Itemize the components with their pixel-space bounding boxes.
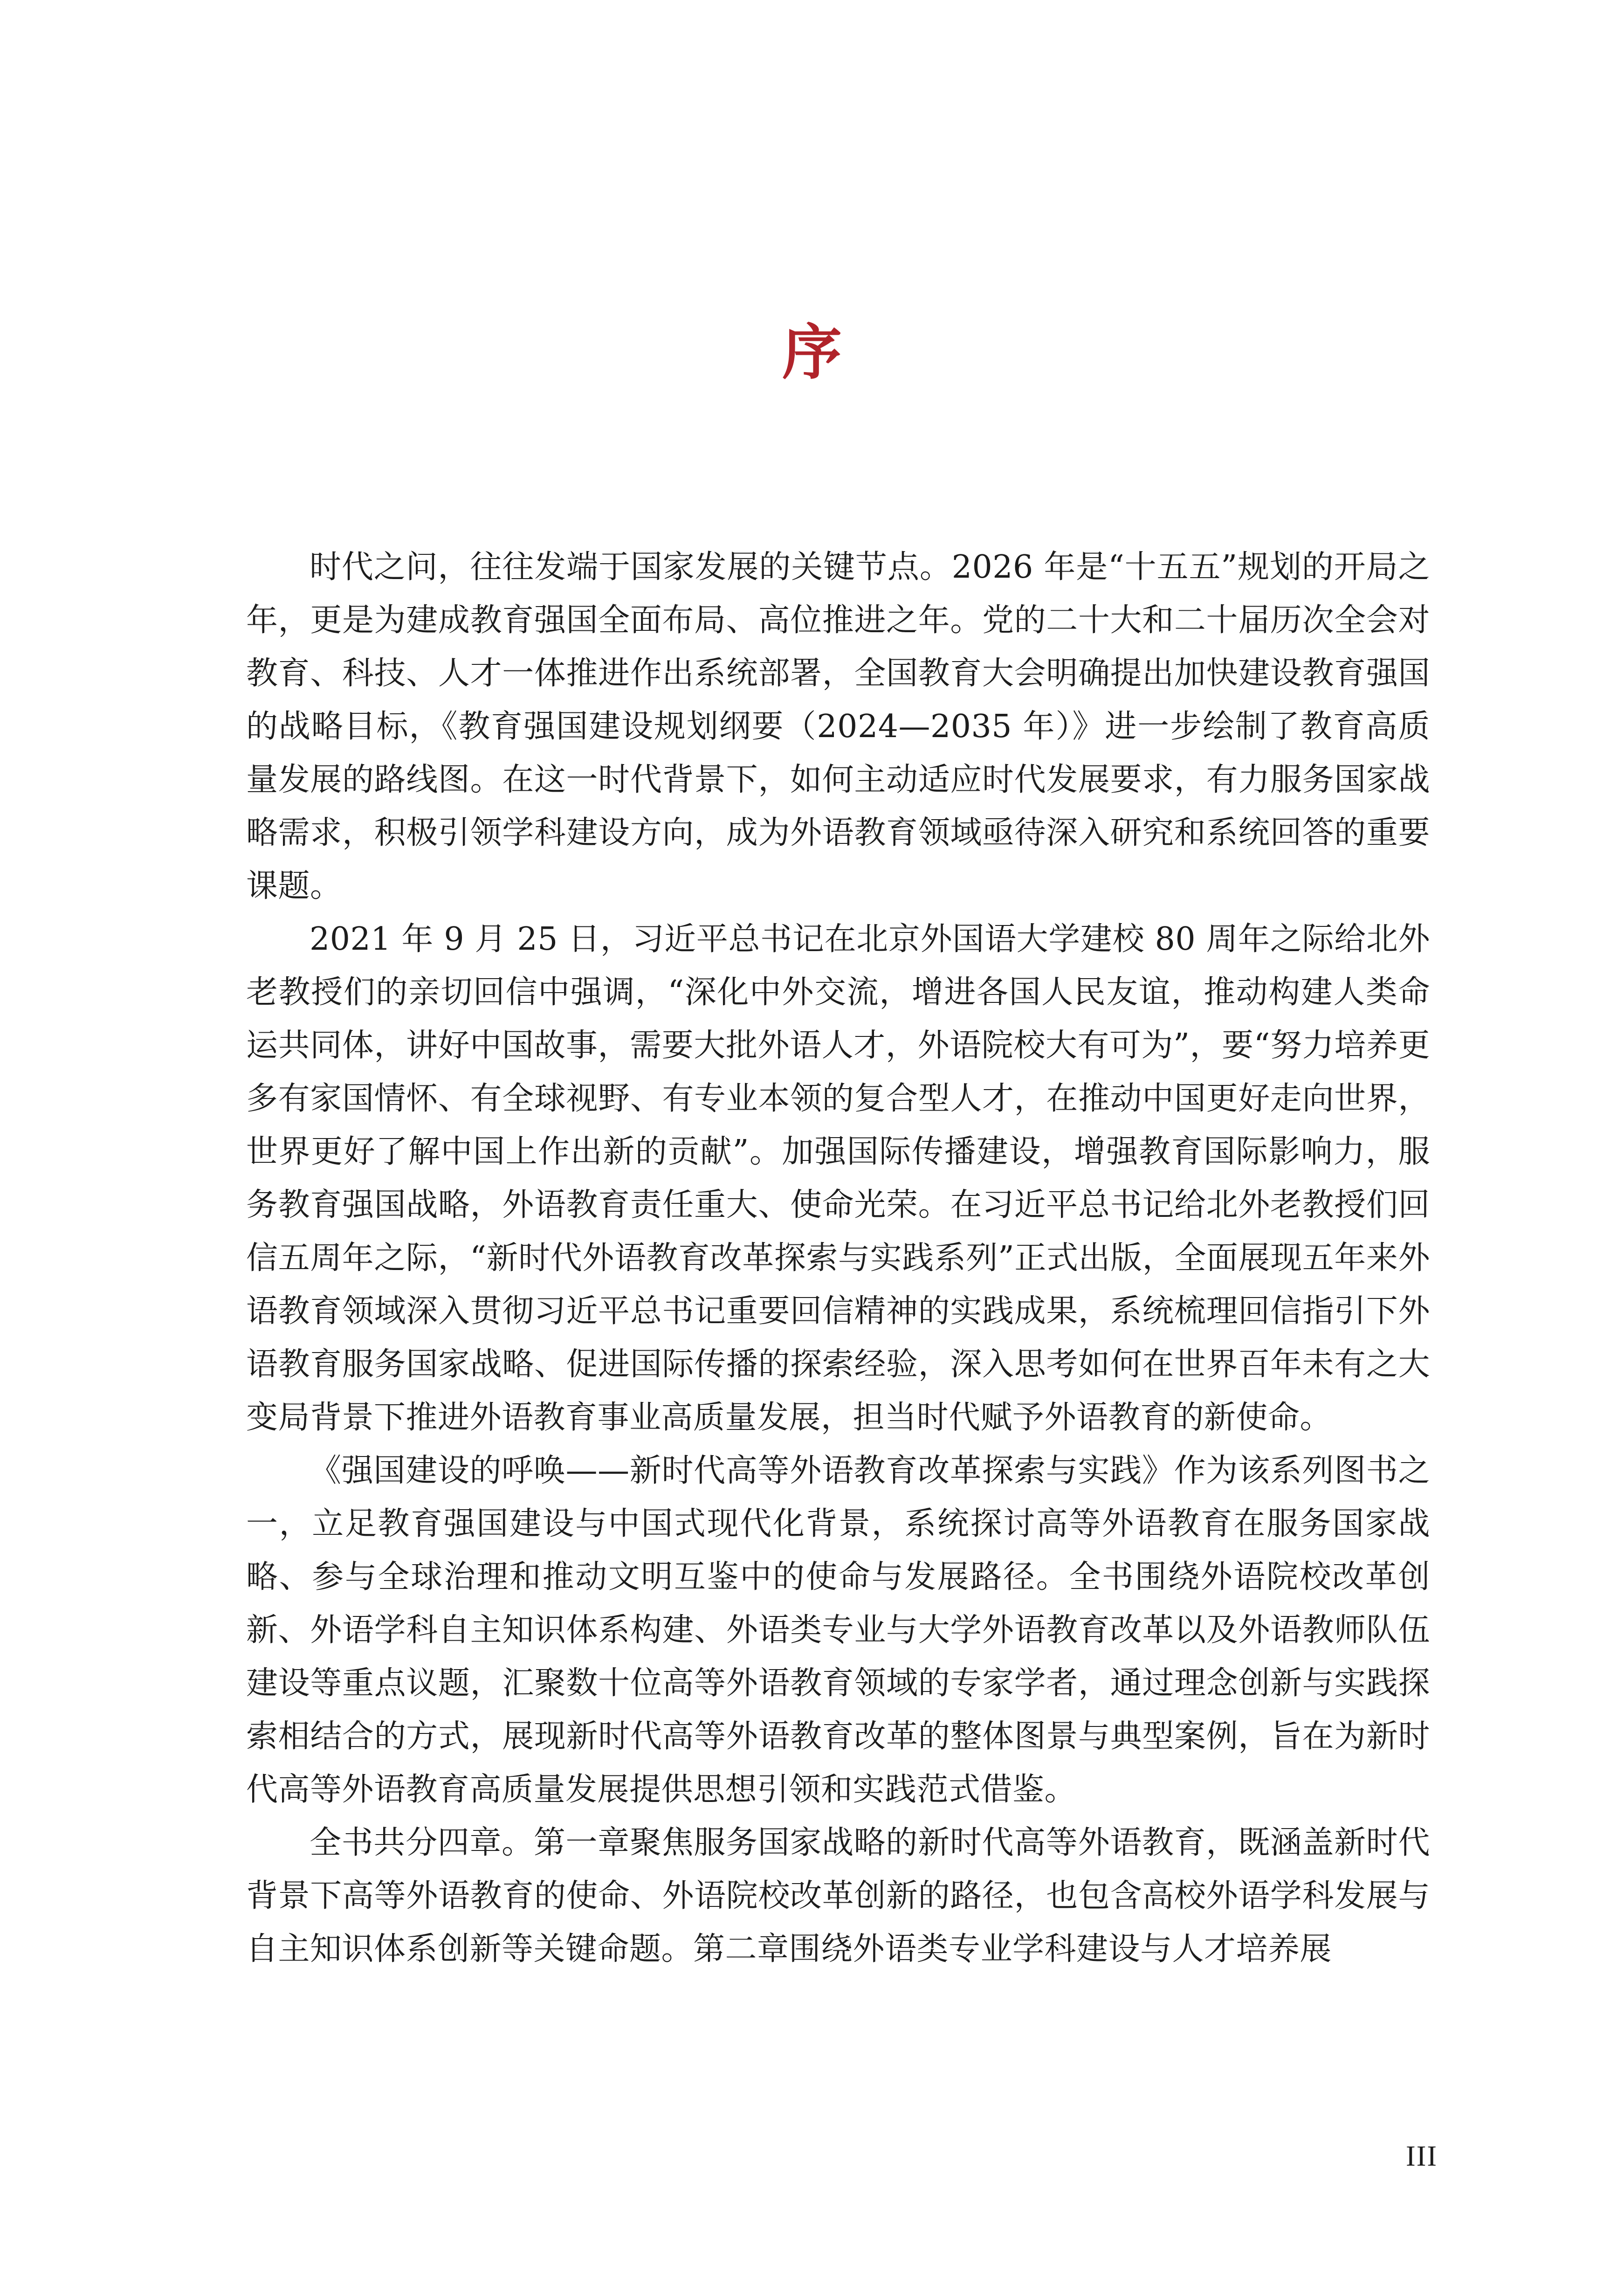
body-text bbox=[246, 541, 1430, 1976]
paragraph-1: 时代之问，往往发端于国家发展的关键节点。2026 年是“十五五”规划的开局之年，更是为建成教育强国全面布局、高位推进之年。党的二十大和二十届历次全会对教育、科技、人才一体推进作出系统部署，全国教育大会明确提出加快建设教育强国的战略目标，《教育强国建设规划纲要（2024—2035 年）》进一步绘制了教育高质量发展的路线图。在这一时代背景下，如何主动适应时代发展要求，有力服务国家战略需求，积极引领学科建设方向，成为外语教育领域亟待深入研究和系统回答的重要课题。 bbox=[246, 549, 1430, 904]
paragraph-4: 全书共分四章。第一章聚焦服务国家战略的新时代高等外语教育，既涵盖新时代背景下高等外语教育的使命、外语院校改革创新的路径，也包含高校外语学科发展与自主知识体系创新等关键命题。第二章围绕外语类专业学科建设与人才培养展 bbox=[246, 1824, 1430, 1967]
page-title: 序 bbox=[782, 317, 842, 387]
paragraph-2: 2021 年 9 月 25 日，习近平总书记在北京外国语大学建校 80 周年之际给北外老教授们的亲切回信中强调，“深化中外交流，增进各国人民友谊，推动构建人类命运共同体，讲好中国故事，需要大批外语人才，外语院校大有可为”，要“努力培养更多有家国情怀、有全球视野、有专业本领的复合型人才，在推动中国更好走向世界，世界更好了解中国上作出新的贡献”。加强国际传播建设，增强教育国际影响力，服务教育强国战略，外语教育责任重大、使命光荣。在习近平总书记给北外老教授们回信五周年之际，“新时代外语教育改革探索与实践系列”正式出版，全面展现五年来外语教育领域深入贯彻习近平总书记重要回信精神的实践成果，系统梳理回信指引下外语教育服务国家战略、促进国际传播的探索经验，深入思考如何在世界百年未有之大变局背景下推进外语教育事业高质量发展，担当时代赋予外语教育的新使命。 bbox=[246, 921, 1430, 1436]
paragraph-3: 《强国建设的呼唤——新时代高等外语教育改革探索与实践》作为该系列图书之一，立足教育强国建设与中国式现代化背景，系统探讨高等外语教育在服务国家战略、参与全球治理和推动文明互鉴中的使命与发展路径。全书围绕外语院校改革创新、外语学科自主知识体系构建、外语类专业与大学外语教育改革以及外语教师队伍建设等重点议题，汇聚数十位高等外语教育领域的专家学者，通过理念创新与实践探索相结合的方式，展现新时代高等外语教育改革的整体图景与典型案例，旨在为新时代高等外语教育高质量发展提供思想引领和实践范式借鉴。 bbox=[246, 1452, 1430, 1808]
page-number: III bbox=[1406, 2140, 1438, 2172]
